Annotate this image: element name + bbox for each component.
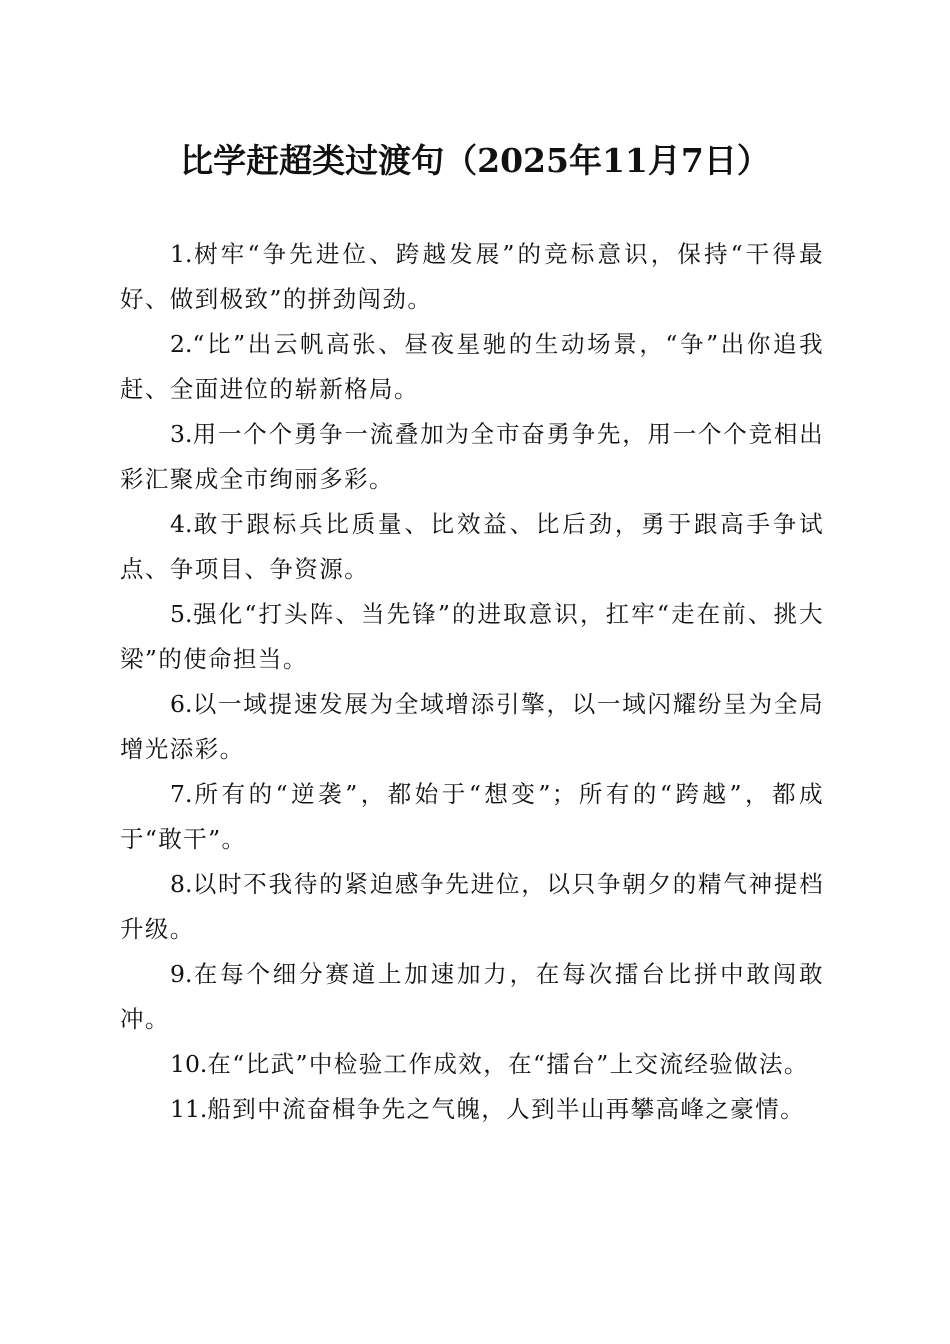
item-number: 11. bbox=[170, 1095, 208, 1123]
item-text: 所有的“逆袭”，都始于“想变”；所有的“跨越”，都成于“敢干”。 bbox=[120, 780, 824, 853]
item-number: 3. bbox=[170, 420, 193, 448]
list-item bbox=[120, 322, 824, 412]
item-text: 敢于跟标兵比质量、比效益、比后劲，勇于跟高手争试点、争项目、争资源。 bbox=[120, 510, 824, 583]
item-text: 以时不我待的紧迫感争先进位，以只争朝夕的精气神提档升级。 bbox=[120, 870, 824, 943]
sentence-list bbox=[120, 232, 824, 1132]
item-number: 4. bbox=[170, 510, 193, 538]
list-item bbox=[120, 952, 824, 1042]
list-item bbox=[120, 502, 824, 592]
list-item bbox=[120, 232, 824, 322]
item-number: 2. bbox=[170, 330, 193, 358]
item-number: 7. bbox=[170, 780, 193, 808]
list-item bbox=[120, 592, 824, 682]
item-text: 树牢“争先进位、跨越发展”的竞标意识，保持“干得最好、做到极致”的拼劲闯劲。 bbox=[120, 240, 824, 313]
item-number: 1. bbox=[170, 240, 193, 268]
list-item bbox=[120, 862, 824, 952]
item-text: 强化“打头阵、当先锋”的进取意识，扛牢“走在前、挑大梁”的使命担当。 bbox=[120, 600, 824, 673]
item-number: 8. bbox=[170, 870, 193, 898]
item-number: 5. bbox=[170, 600, 193, 628]
list-item bbox=[120, 682, 824, 772]
item-number: 6. bbox=[170, 690, 193, 718]
item-text: 船到中流奋楫争先之气魄，人到半山再攀高峰之豪情。 bbox=[207, 1095, 805, 1123]
item-text: 在“比武”中检验工作成效，在“擂台”上交流经验做法。 bbox=[207, 1050, 809, 1078]
list-item bbox=[120, 1087, 824, 1132]
list-item bbox=[120, 412, 824, 502]
page-title: 比学赶超类过渡句（2025年11月7日） bbox=[180, 141, 770, 180]
list-item bbox=[120, 772, 824, 862]
item-text: 在每个细分赛道上加速加力，在每次擂台比拼中敢闯敢冲。 bbox=[120, 960, 824, 1033]
item-number: 9. bbox=[170, 960, 193, 988]
item-text: 以一域提速发展为全域增添引擎，以一域闪耀纷呈为全局增光添彩。 bbox=[120, 690, 824, 763]
item-text: 用一个个勇争一流叠加为全市奋勇争先，用一个个竞相出彩汇聚成全市绚丽多彩。 bbox=[120, 420, 824, 493]
item-text: “比”出云帆高张、昼夜星驰的生动场景，“争”出你追我赶、全面进位的崭新格局。 bbox=[120, 330, 824, 403]
item-number: 10. bbox=[170, 1050, 208, 1078]
list-item bbox=[120, 1042, 824, 1087]
